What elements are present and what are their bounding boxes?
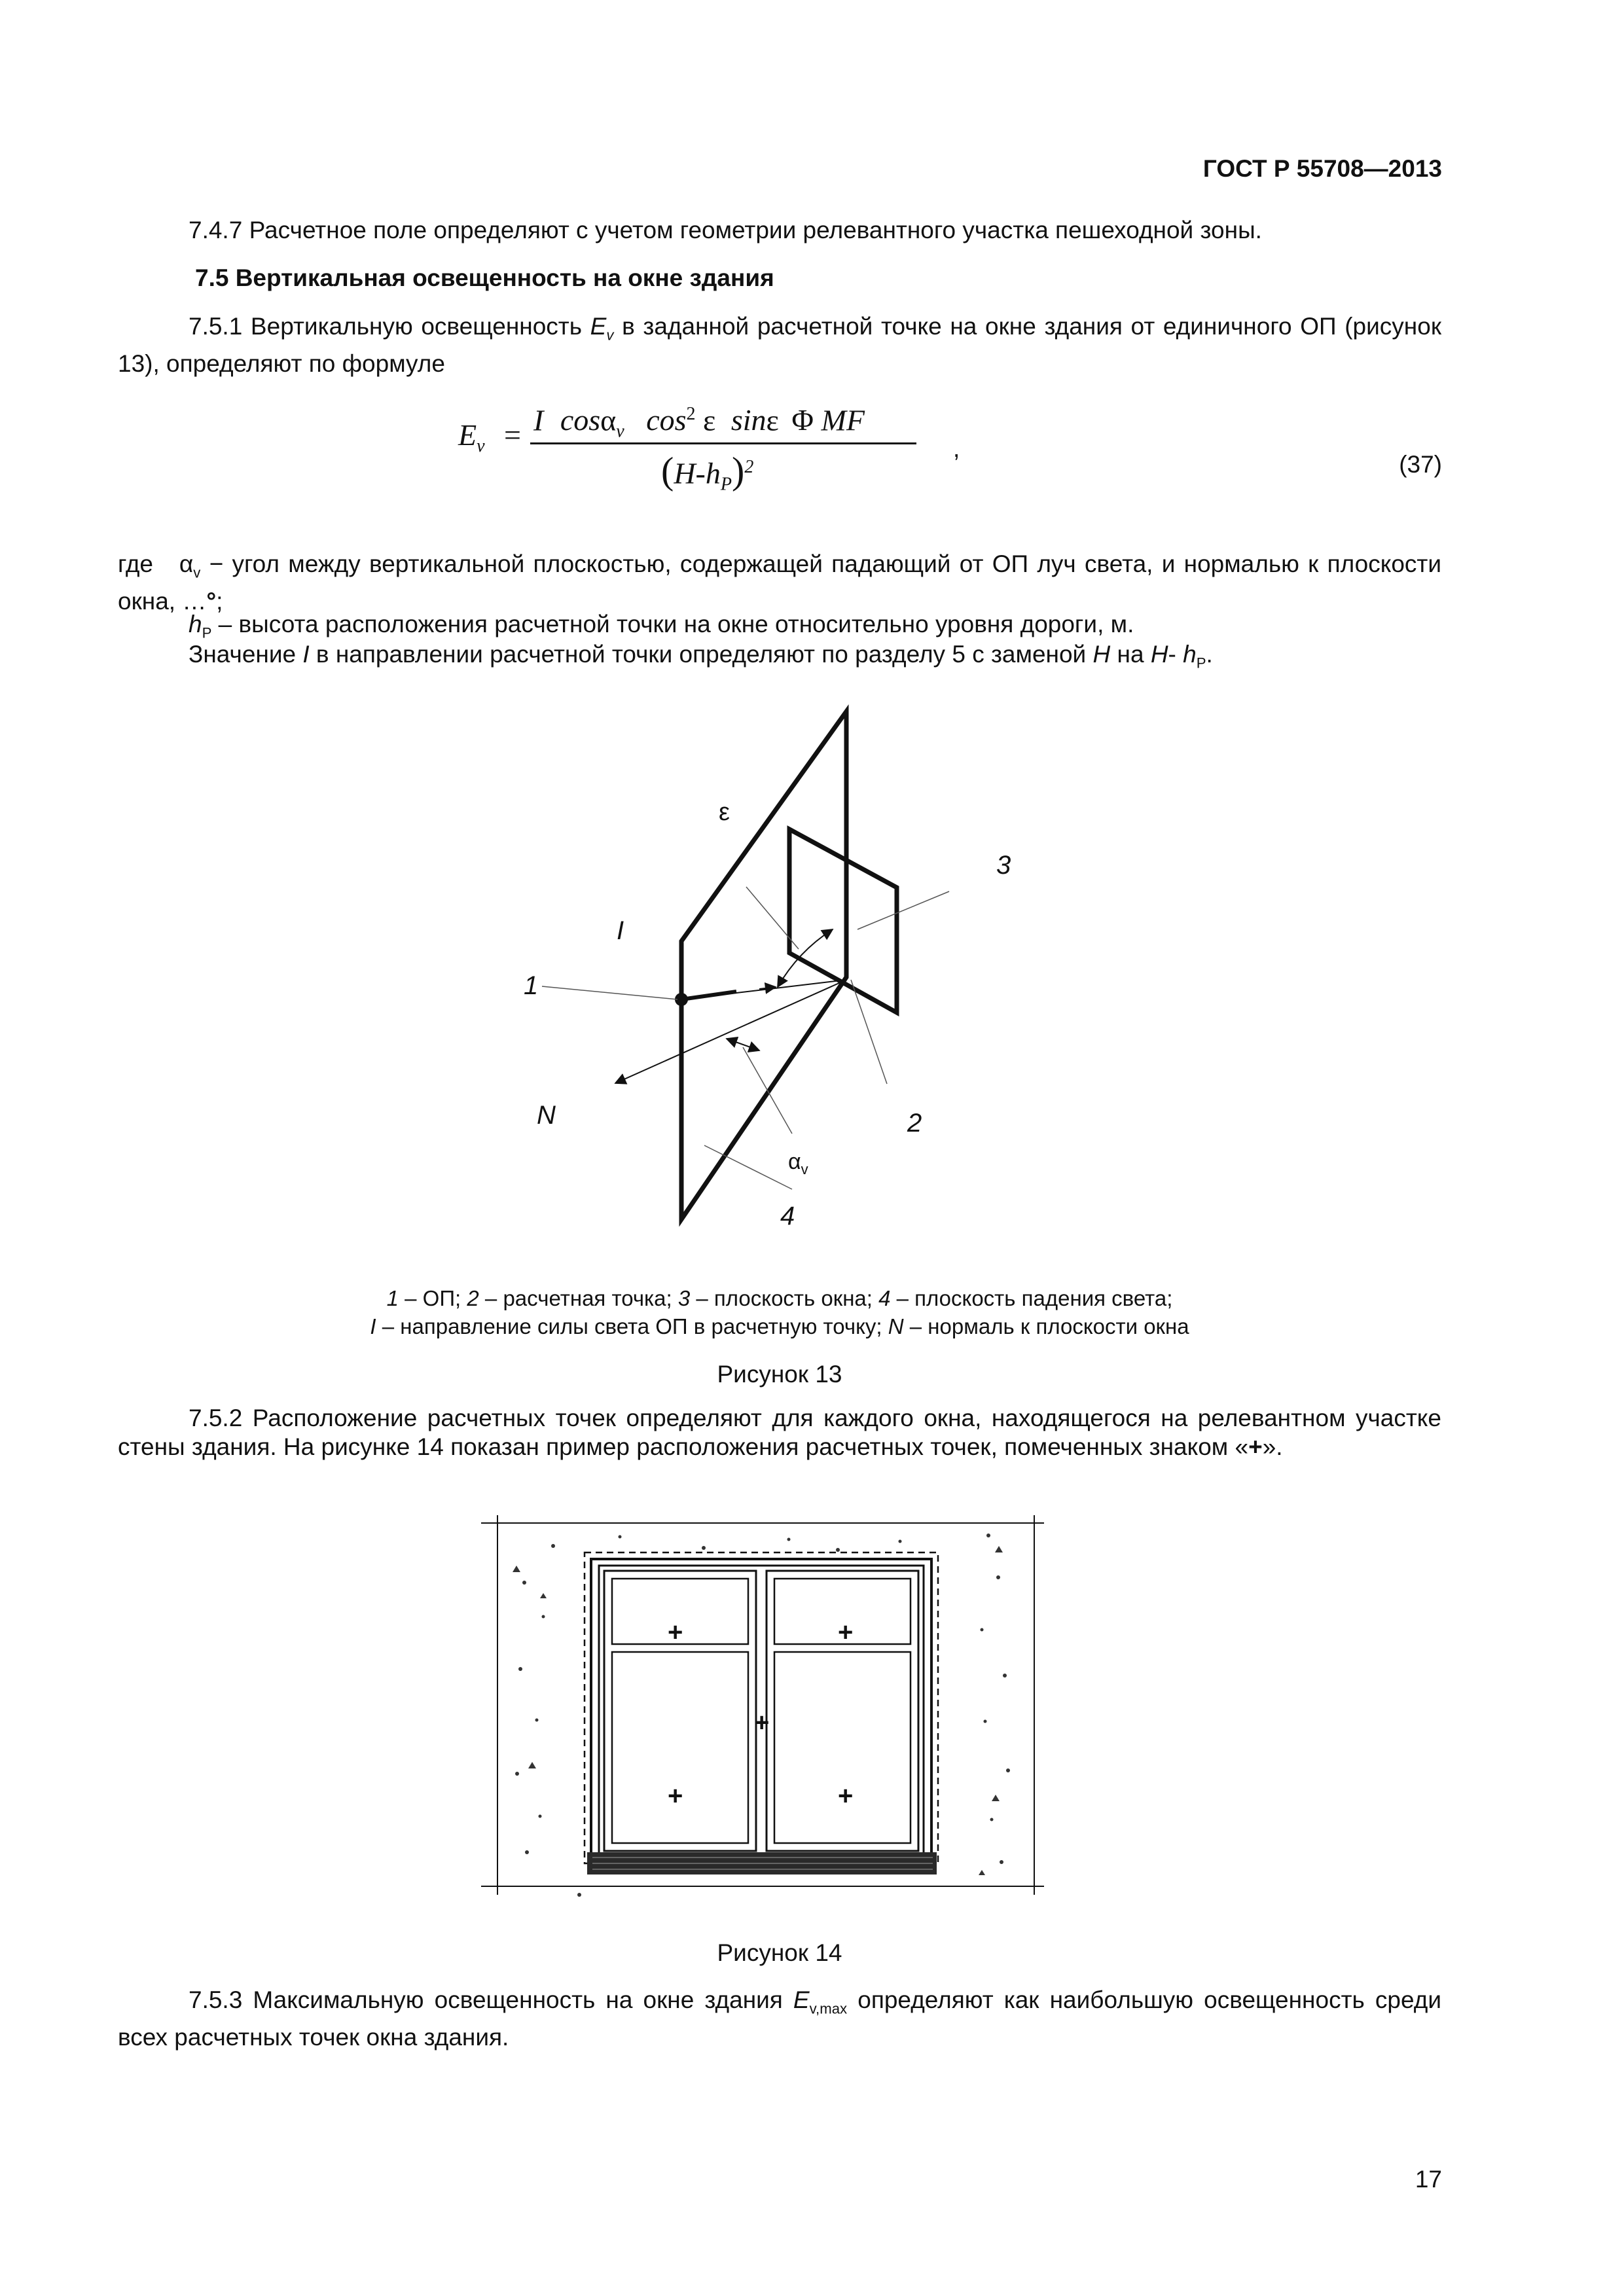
calc-point-right-top: +: [838, 1618, 854, 1647]
value-text-a: Значение: [189, 641, 303, 668]
formula-den-sup: 2: [744, 457, 754, 477]
formula-num-sin: sin: [731, 403, 767, 437]
where-h: h: [189, 611, 202, 637]
p753-var-sub: v,max: [809, 2000, 848, 2017]
where-lead: где: [118, 550, 154, 577]
cap1-text-1: – ОП;: [398, 1286, 467, 1310]
leader-1: [542, 986, 677, 999]
figure-13-caption-line-2: [118, 1312, 1441, 1340]
formula-den-lparen: (: [661, 449, 674, 492]
formula-numerator: [533, 398, 865, 448]
where-alpha-sub: v: [193, 564, 201, 581]
cap1-num-2: 2: [467, 1286, 479, 1310]
label-3: 3: [996, 851, 1011, 880]
formula-den-sub: P: [720, 474, 732, 495]
formula-lhs-var: E: [458, 418, 477, 452]
formula-lhs-sub: v: [477, 436, 485, 457]
section-heading-7-5: 7.5 Вертикальная освещенность на окне здания: [195, 264, 774, 291]
paragraph-7-5-3: [118, 1986, 1441, 2052]
label-2: 2: [907, 1109, 922, 1138]
right-bottom-pane: [774, 1652, 911, 1843]
formula-num-alpha-sub: v: [616, 421, 624, 442]
formula-num-sup2: 2: [686, 404, 696, 424]
where-h-desc: – высота расположения расчетной точки на окне относительно уровня дороги, м.: [211, 611, 1134, 637]
degree-symbol: °: [206, 588, 217, 615]
calc-point-left-bottom: +: [668, 1782, 683, 1810]
cap1-text-4: – плоскость падения света;: [890, 1286, 1173, 1310]
label-alpha-v: [788, 1149, 808, 1178]
label-N: N: [537, 1101, 556, 1130]
formula-number: (37): [1399, 451, 1442, 478]
p753-text-b: определяют как наибольшую освещенность среди всех расчетных точек окна здания.: [118, 1986, 1441, 2051]
calc-point-center: +: [754, 1708, 770, 1737]
figure-14-window: [481, 1512, 1070, 1905]
p753-text-a: 7.5.3 Максимальную освещенность на окне здания: [189, 1986, 793, 2013]
formula-num-I: I: [533, 403, 544, 437]
formula-num-phi: Φ: [791, 403, 814, 437]
formula-den-H: H-h: [674, 456, 721, 490]
epsilon-angle-arc: [778, 929, 833, 987]
leader-3: [857, 891, 949, 929]
paragraph-7-5-1: [118, 312, 1441, 378]
formula-num-eps2: ε: [766, 403, 779, 437]
figure-13-caption-line-1: [118, 1284, 1441, 1312]
label-alpha-sub: v: [801, 1160, 808, 1177]
paragraph-7-5-2: [118, 1404, 1441, 1462]
cap2-text-2: – нормаль к плоскости окна: [903, 1314, 1189, 1338]
formula-num-cos2: cos: [646, 403, 687, 437]
figure-13-title: Рисунок 13: [717, 1361, 842, 1388]
cap2-num-2: N: [888, 1314, 904, 1338]
value-I: I: [302, 641, 310, 668]
cap1-num-1: 1: [386, 1286, 399, 1310]
cap1-num-4: 4: [878, 1286, 891, 1310]
label-epsilon: ε: [719, 798, 730, 826]
value-h-sub: P: [1196, 655, 1206, 672]
value-h: h: [1183, 641, 1197, 668]
value-text-b: в направлении расчетной точки определяют по разделу 5 с заменой: [309, 641, 1093, 668]
ray-to-point-2: [681, 980, 846, 999]
where-alpha: α: [179, 550, 194, 577]
cap1-num-3: 3: [677, 1286, 691, 1310]
value-H: H: [1092, 641, 1111, 668]
formula-comma: ,: [953, 435, 960, 462]
page-number: 17: [1415, 2166, 1442, 2193]
figure-14-title: Рисунок 14: [717, 1939, 842, 1966]
where-alpha-definition: [118, 550, 1441, 616]
standard-code: ГОСТ Р 55708—2013: [1202, 155, 1442, 182]
formula-equals: =: [504, 418, 521, 452]
where-value-sentence: [189, 640, 1445, 677]
value-H2: H: [1150, 641, 1168, 668]
value-text-e: .: [1206, 641, 1213, 668]
formula-num-cos: cos: [560, 403, 601, 437]
where-h-sub: P: [202, 624, 212, 641]
p751-text-b: в заданной расчетной точке на окне здания от единичного ОП (рисунок 13), определяют по формуле: [118, 313, 1442, 378]
p751-var-sub: v: [606, 327, 614, 344]
p752-text-b: ».: [1262, 1433, 1283, 1460]
cap1-text-3: – плоскость окна;: [690, 1286, 879, 1310]
label-4: 4: [780, 1202, 795, 1230]
where-alpha-desc: − угол между вертикальной плоскостью, содержащей падающий от ОП луч света, и нормалью к плоскости окна, …: [118, 550, 1442, 615]
plus-sign: +: [1248, 1433, 1263, 1460]
alpha-angle-arrow: [727, 1039, 759, 1050]
calc-point-left-top: +: [668, 1618, 683, 1647]
figure-13-diagram: [511, 694, 969, 1237]
label-alpha: α: [788, 1149, 801, 1174]
value-text-c: на: [1110, 641, 1151, 668]
label-1: 1: [524, 971, 539, 1000]
label-I: I: [617, 916, 624, 945]
left-bottom-pane: [612, 1652, 748, 1843]
p752-text-a: 7.5.2 Расположение расчетных точек определяют для каждого окна, находящегося на релевантном участке стены здания. На рисунке 14 показан пример расположения расчетных точек, помеченных знаком «: [118, 1405, 1441, 1460]
formula-num-alpha: α: [600, 403, 617, 437]
incidence-plane-4: [681, 711, 846, 1219]
p753-var: E: [793, 1986, 810, 2013]
cap1-text-2: – расчетная точка;: [478, 1286, 678, 1310]
p751-text-a: 7.5.1 Вертикальную освещенность: [189, 313, 590, 340]
calc-point-right-bottom: +: [838, 1782, 854, 1810]
formula-fraction-bar: [530, 442, 916, 444]
p751-var: E: [590, 313, 607, 340]
formula-lhs: [458, 419, 521, 463]
formula-den-rparen: ): [731, 449, 745, 492]
cap2-text-1: – направление силы света ОП в расчетную точку;: [376, 1314, 888, 1338]
formula-num-eps: ε: [703, 403, 716, 437]
where-alpha-end: ;: [216, 588, 223, 615]
cap2-num-1: I: [370, 1314, 376, 1338]
paragraph-7-4-7: 7.4.7 Расчетное поле определяют с учетом геометрии релевантного участка пешеходной зоны.: [189, 217, 1262, 243]
formula-num-mf: MF: [821, 403, 865, 437]
value-text-d: -: [1168, 641, 1183, 668]
formula-denominator: [661, 448, 753, 505]
